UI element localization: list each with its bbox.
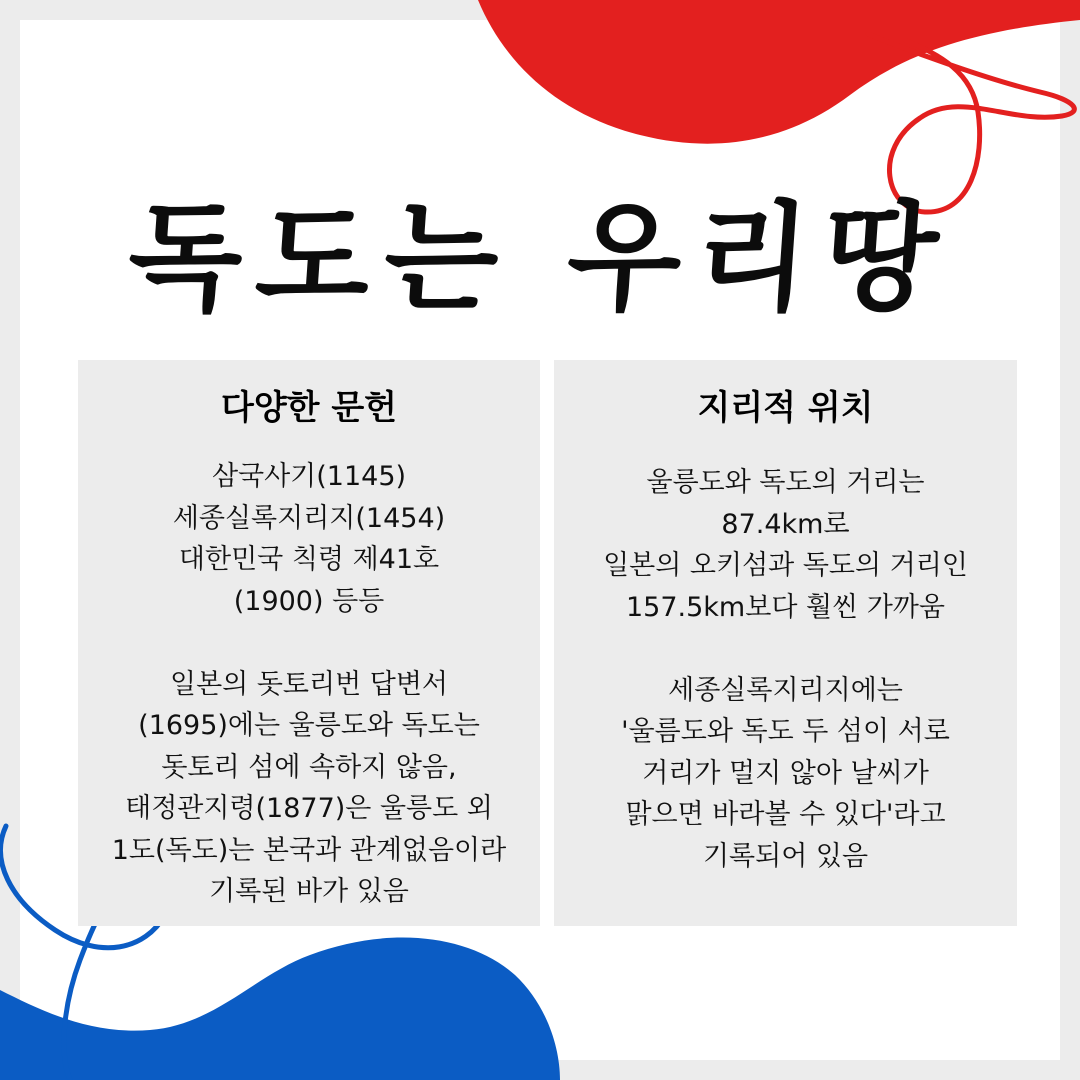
card-historical-documents [78, 360, 540, 926]
text-line: 돗토리 섬에 속하지 않음, [161, 751, 457, 783]
paragraph-gap [78, 622, 540, 664]
card-heading: 지리적 위치 [697, 388, 874, 428]
card-body [78, 456, 540, 913]
page-title: 독도는 우리땅 [123, 189, 957, 327]
text-line: 일본의 오키섬과 독도의 거리인 [603, 550, 968, 581]
text-line: 87.4km로 [721, 508, 850, 540]
text-line: '울름도와 독도 두 섬이 서로 [621, 716, 950, 747]
card-heading: 다양한 문헌 [220, 388, 398, 428]
text-line: (1900) 등등 [233, 585, 385, 617]
text-line: 맑으면 바라볼 수 있다'라고 [625, 799, 946, 830]
text-line: 태정관지령(1877)은 울릉도 외 [125, 793, 493, 824]
text-line: 1도(독도)는 본국과 관계없음이라 [111, 834, 507, 866]
text-line: 157.5km보다 훨씬 가까움 [626, 591, 945, 623]
text-line: 거리가 멀지 않아 날씨가 [642, 757, 929, 789]
card-body [554, 462, 1017, 877]
text-line: 세종실록지리지에는 [668, 674, 903, 706]
text-line: (1695)에는 울릉도와 독도는 [138, 710, 480, 741]
text-line: 세종실록지리지(1454) [172, 502, 446, 534]
text-line: 삼국사기(1145) [211, 461, 407, 492]
text-line: 기록되어 있음 [702, 840, 869, 872]
text-line: 일본의 돗토리번 답변서 [170, 668, 448, 700]
paragraph-gap [554, 628, 1017, 670]
text-line: 대한민국 칙령 제41호 [178, 544, 440, 575]
card-geographic-location [554, 360, 1017, 926]
text-line: 기록된 바가 있음 [209, 876, 409, 907]
text-line: 울릉도와 독도의 거리는 [646, 467, 925, 498]
